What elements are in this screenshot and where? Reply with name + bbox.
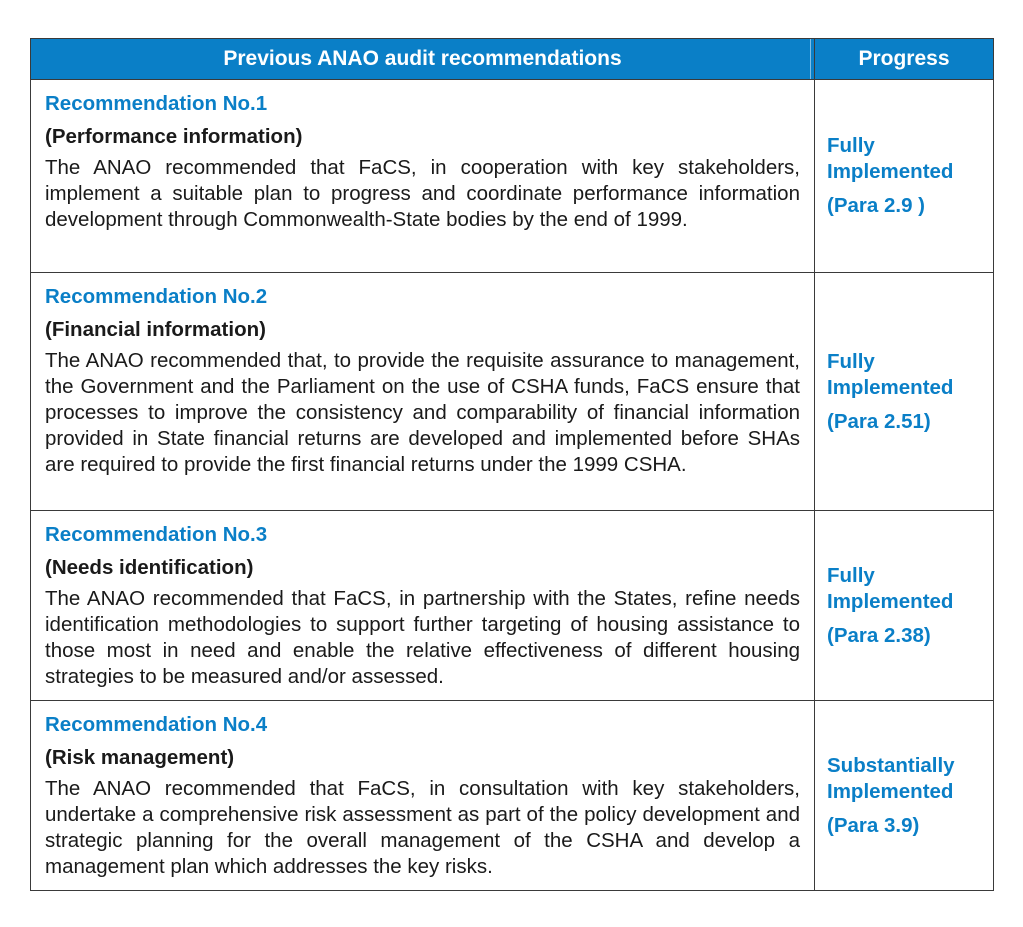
progress-para-ref: (Para 3.9) [827, 813, 920, 837]
header-recommendations: Previous ANAO audit recommendations [31, 39, 815, 80]
recommendation-cell [31, 273, 815, 511]
recommendation-cell [31, 511, 815, 701]
table-header-row [31, 39, 994, 80]
progress-status-line2: Implemented [827, 779, 954, 803]
recommendation-title: Recommendation No.2 [45, 285, 268, 308]
recommendation-subtitle: (Financial information) [45, 318, 266, 341]
progress-cell [815, 511, 994, 701]
recommendation-title: Recommendation No.1 [45, 92, 268, 115]
recommendation-title: Recommendation No.3 [45, 523, 268, 546]
recommendation-body: The ANAO recommended that FaCS, in consultation with key stakeholders, undertake a comprehensive risk assessment as part of the policy development and strategic planning for the overall management of the CSHA and develop a management plan which addresses the key risks. [45, 777, 800, 878]
recommendations-table [30, 38, 994, 891]
header-progress: Progress [815, 39, 994, 80]
progress-para-ref: (Para 2.38) [827, 623, 931, 647]
recommendation-body: The ANAO recommended that FaCS, in cooperation with key stakeholders, implement a suitable plan to progress and coordinate performance information development through Commonwealth-State bodies by the end of 1999. [45, 156, 800, 231]
recommendation-subtitle: (Risk management) [45, 746, 235, 769]
progress-status-line1: Fully [827, 563, 875, 587]
progress-status-line2: Implemented [827, 589, 954, 613]
recommendation-body: The ANAO recommended that, to provide the requisite assurance to management, the Government and the Parliament on the use of CSHA funds, FaCS ensure that processes to improve the consistency and comparability of financial information provided in State financial returns are developed and implemented before SHAs are required to provide the first financial returns under the 1999 CSHA. [45, 349, 800, 476]
table-row [31, 80, 994, 273]
table-row [31, 701, 994, 891]
recommendation-cell [31, 80, 815, 273]
progress-status-line2: Implemented [827, 375, 954, 399]
recommendation-subtitle: (Needs identification) [45, 556, 254, 579]
progress-status-line2: Implemented [827, 160, 954, 183]
table-row [31, 511, 994, 701]
progress-para-ref: (Para 2.51) [827, 409, 931, 433]
progress-status-line1: Fully [827, 349, 875, 373]
progress-status-line1: Substantially [827, 753, 955, 777]
progress-cell [815, 80, 994, 273]
recommendation-subtitle: (Performance information) [45, 125, 303, 148]
progress-cell [815, 701, 994, 891]
progress-cell [815, 273, 994, 511]
recommendation-title: Recommendation No.4 [45, 713, 268, 736]
table-row [31, 273, 994, 511]
progress-status-line1: Fully [827, 134, 875, 157]
progress-para-ref: (Para 2.9 ) [827, 194, 925, 217]
recommendation-body: The ANAO recommended that FaCS, in partnership with the States, refine needs identification methodologies to support further targeting of housing assistance to those most in need and enable the relative effectiveness of different housing strategies to be measured and/or assessed. [45, 587, 800, 688]
recommendation-cell [31, 701, 815, 891]
